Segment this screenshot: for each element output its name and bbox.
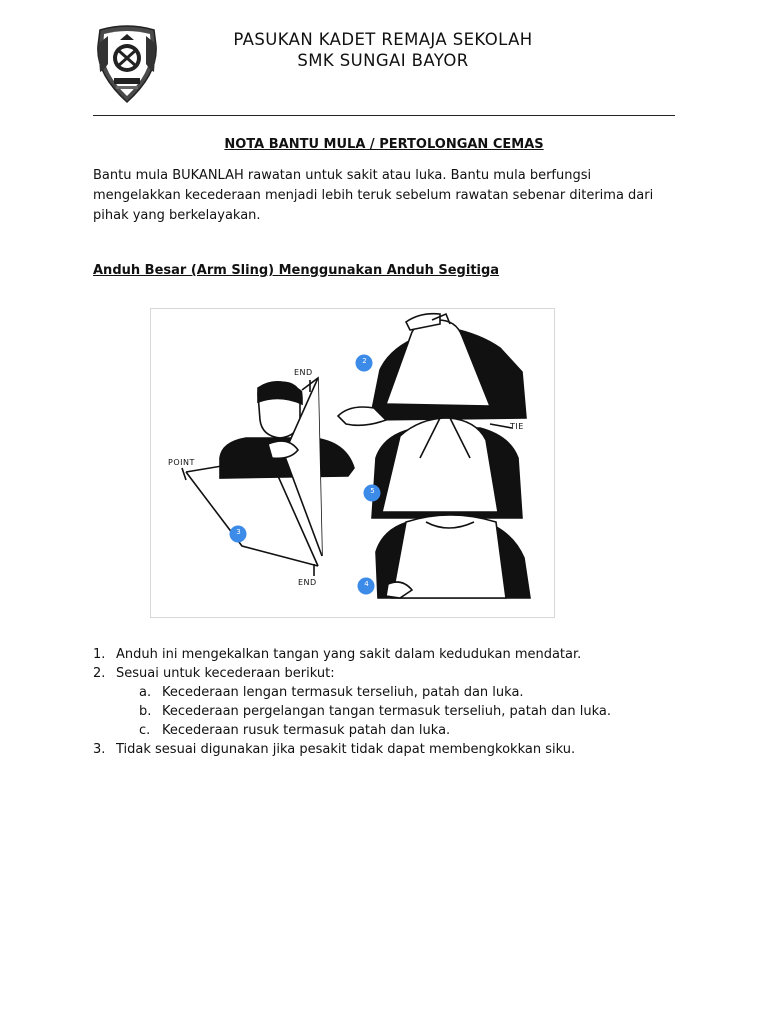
step-badge: 4 [364,580,369,588]
sub-list-item [93,683,693,702]
sub-list-letter: a. [139,685,152,700]
school-name: SMK SUNGAI BAYOR [297,51,469,70]
sub-list-text: Kecederaan lengan termasuk terseliuh, patah dan luka. [162,685,524,700]
sub-list-text: Kecederaan rusuk termasuk patah dan luka. [162,723,451,738]
list-text: Tidak sesuai digunakan jika pesakit tidak dapat membengkokkan siku. [116,742,576,757]
sub-list-item [93,702,693,721]
list-number: 1. [93,647,106,662]
section-heading: Anduh Besar (Arm Sling) Menggunakan Anduh Segitiga [93,263,500,278]
arm-sling-illustration [150,308,555,618]
step-badge: 5 [370,487,375,495]
sub-list-item [93,721,693,740]
header-divider [93,115,675,116]
school-unit-name: PASUKAN KADET REMAJA SEKOLAH [233,30,533,49]
label-point: POINT [168,458,195,467]
school-crest-logo [94,24,160,104]
label-tie: TIE [510,422,524,431]
sub-list-text: Kecederaan pergelangan tangan termasuk terseliuh, patah dan luka. [162,704,612,719]
list-item [93,740,693,759]
document-title: NOTA BANTU MULA / PERTOLONGAN CEMAS [224,137,544,152]
sub-list-letter: c. [139,723,151,738]
list-text: Sesuai untuk kecederaan berikut: [116,666,335,681]
list-item [93,664,693,683]
list-item [93,645,693,664]
label-end-bottom: END [298,578,317,587]
list-number: 3. [93,742,106,757]
label-end-top: END [294,368,313,377]
step-badge: 2 [362,357,367,365]
sub-list-letter: b. [139,704,152,719]
intro-paragraph: Bantu mula BUKANLAH rawatan untuk sakit atau luka. Bantu mula berfungsi mengelakkan kecederaan menjadi lebih teruk sebelum rawatan sebenar diterima dari pihak yang berkelayakan. [93,168,654,223]
notes-list [93,645,693,759]
list-text: Anduh ini mengekalkan tangan yang sakit dalam kedudukan mendatar. [116,647,582,662]
step-badge: 3 [236,528,241,536]
list-number: 2. [93,666,106,681]
